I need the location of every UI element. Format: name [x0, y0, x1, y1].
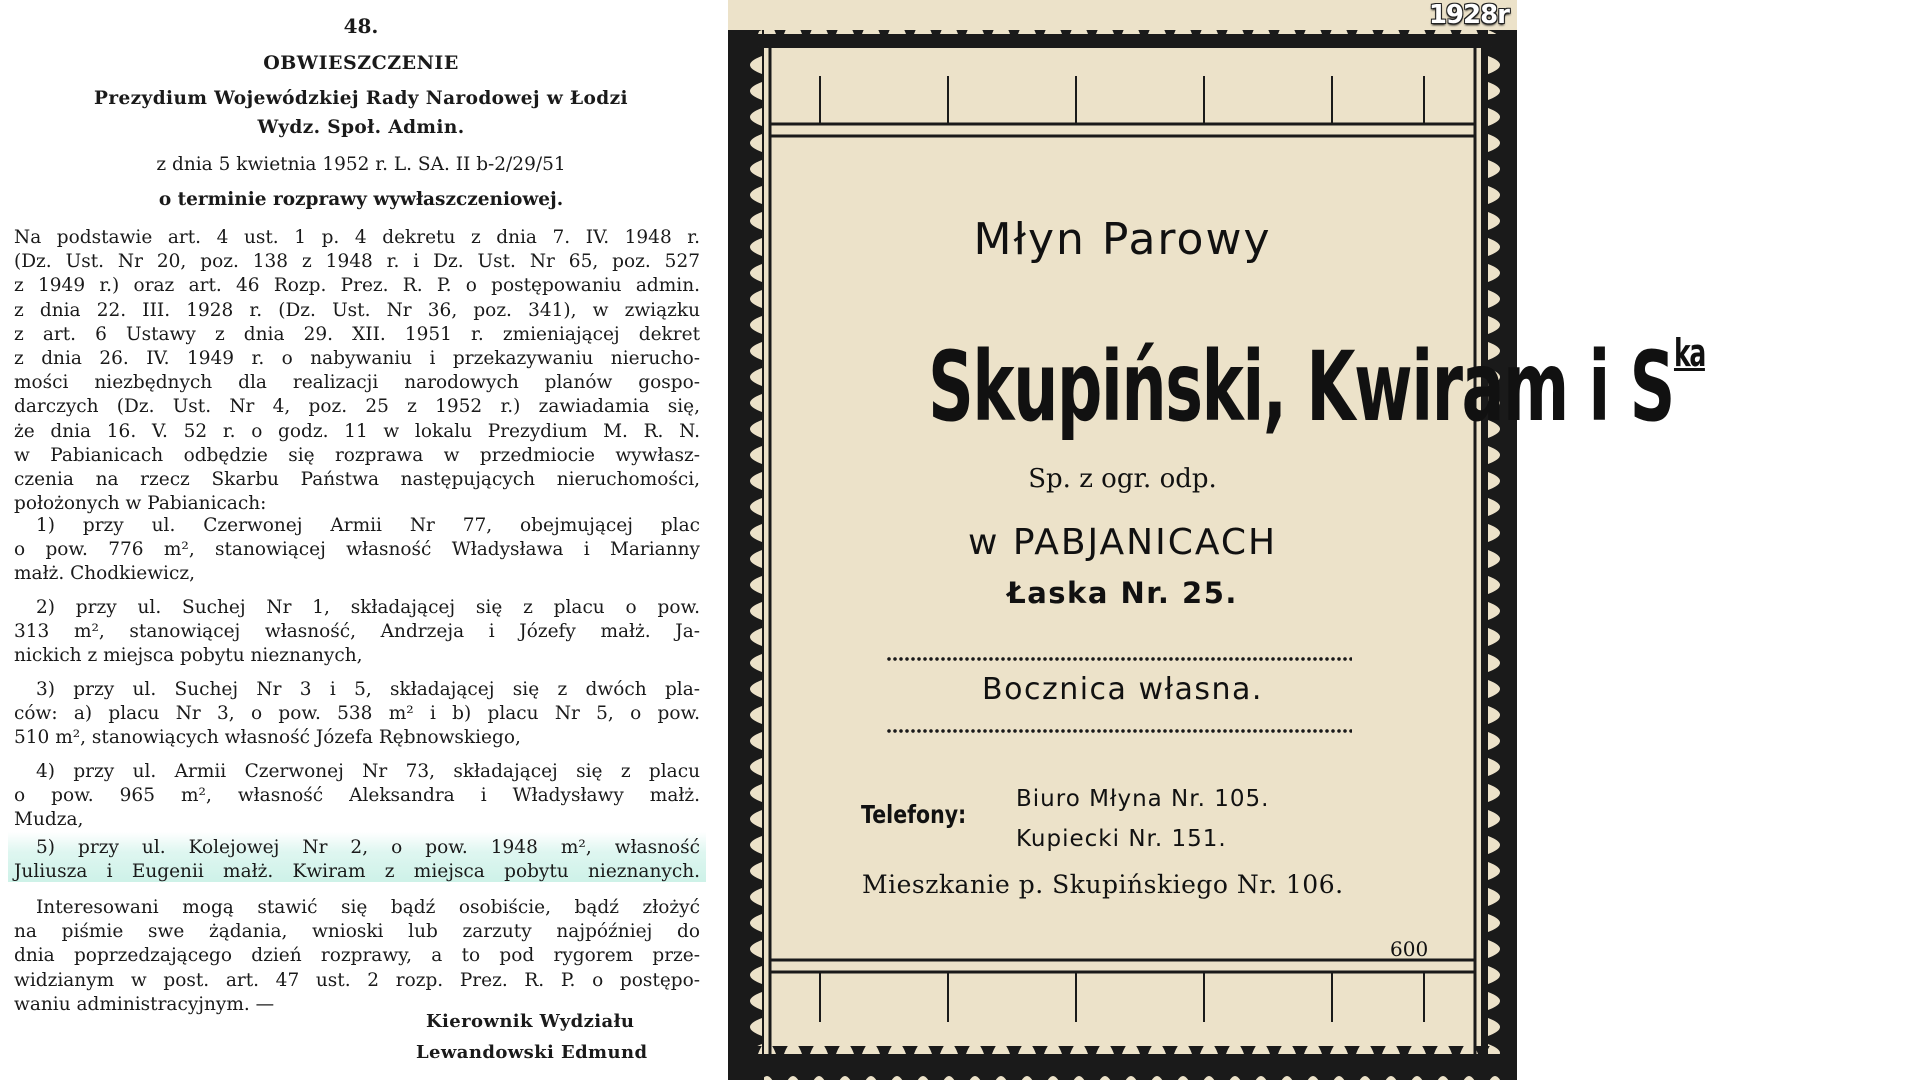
advert-mill-title: Młyn Parowy: [973, 214, 1272, 265]
company-suffix: ka: [1673, 331, 1705, 375]
text-line: Mudza,: [14, 809, 84, 831]
text-line: Na podstawie art. 4 ust. 1 p. 4 dekretu z dnia 7. IV. 1948 r.: [14, 227, 700, 248]
text-line: (Dz. Ust. Nr 20, poz. 138 z 1948 r. i Dz. Ust. Nr 65, poz. 527: [14, 251, 700, 273]
text-line: o pow. 776 m², stanowiącej własność Władysława i Marianny: [14, 539, 700, 561]
text-line: z dnia 22. III. 1928 r. (Dz. Ust. Nr 36, poz. 341), w związku: [14, 299, 700, 321]
text-line: czenia na rzecz Skarbu Państwa następujących nieruchomości,: [14, 469, 700, 491]
dotted-rule: [886, 728, 1352, 734]
text-line: 313 m², stanowiącej własność, Andrzeja i Józefy małż. Ja-: [14, 621, 700, 643]
notice-issuer-line1: Prezydium Wojewódzkiej Rady Narodowej w Łodzi: [94, 88, 628, 109]
advert-siding: Bocznica własna.: [982, 672, 1263, 707]
text-line: Juliusza i Eugenii małż. Kwiram z miejsca pobytu nieznanych.: [14, 861, 700, 883]
advert-city: w PABJANICACH: [967, 522, 1278, 563]
advertisement: [728, 0, 1705, 1080]
text-line: w Pabianicach odbędzie się rozprawa w przedmiocie wywłasz-: [14, 444, 700, 466]
notice-intro: [14, 226, 700, 516]
year-label: 1928r: [1428, 0, 1509, 30]
text-line: waniu administracyjnym. —: [14, 993, 275, 1015]
notice-heading: OBWIESZCZENIE: [263, 52, 459, 74]
text-line: położonych w Pabianicach:: [14, 493, 267, 515]
notice-number: 48.: [343, 14, 379, 38]
signature-title: Kierownik Wydziału: [426, 1011, 635, 1032]
notice-subject: o terminie rozprawy wywłaszczeniowej.: [158, 189, 564, 210]
text-line: widzianym w post. art. 47 ust. 2 rozp. Prez. R. P. o postępo-: [14, 969, 700, 991]
advert-address: Łaska Nr. 25.: [1007, 576, 1238, 610]
company-name: Skupiński, Kwiram i S: [928, 331, 1674, 443]
text-line: Interesowani mogą stawić się bądź osobiście, bądź złożyć: [36, 897, 700, 918]
notice-item-3: [14, 678, 700, 751]
text-line: z 1949 r.) oraz art. 46 Rozp. Prez. R. P. o postępowaniu admin.: [14, 275, 700, 297]
notice-item-4: [14, 760, 700, 833]
notice-item-2: [14, 596, 700, 669]
text-line: 2) przy ul. Suchej Nr 1, składającej się z placu o pow.: [36, 597, 700, 618]
text-line: nickich z miejsca pobytu nieznanych,: [14, 645, 363, 667]
notice-item-5: [14, 836, 700, 884]
advert-residence: Mieszkanie p. Skupińskiego Nr. 106.: [862, 870, 1344, 899]
advert-company: [728, 278, 1705, 448]
notice-item-1: [14, 514, 700, 587]
text-line: że dnia 16. V. 52 r. o godz. 11 w lokalu Prezydium M. R. N.: [14, 420, 700, 442]
dotted-rule: [886, 656, 1352, 662]
text-line: 4) przy ul. Armii Czerwonej Nr 73, składającej się z placu: [36, 761, 700, 782]
text-line: 1) przy ul. Czerwonej Armii Nr 77, obejmującej plac: [36, 515, 700, 536]
text-line: z dnia 26. IV. 1949 r. o nabywaniu i przekazywaniu nierucho-: [14, 348, 700, 370]
signature-name: Lewandowski Edmund: [416, 1042, 648, 1063]
text-line: mości niezbędnych dla realizacji narodowych planów gospo-: [14, 372, 700, 394]
text-line: 3) przy ul. Suchej Nr 3 i 5, składającej się z dwóch pla-: [36, 679, 700, 700]
page-number: 600: [1390, 937, 1429, 961]
text-line: darczych (Dz. Ust. Nr 4, poz. 25 z 1952 r.) zawiadamia się,: [14, 396, 700, 418]
advert-phone-commercial: Kupiecki Nr. 151.: [1016, 826, 1227, 852]
text-line: na piśmie swe żądania, wnioski lub zarzuty najpóźniej do: [14, 921, 700, 943]
notice-closing: [14, 896, 700, 1017]
text-line: małż. Chodkiewicz,: [14, 563, 195, 585]
text-line: 510 m², stanowiących własność Józefa Rębnowskiego,: [14, 727, 521, 749]
text-line: o pow. 965 m², własność Aleksandra i Władysławy małż.: [14, 785, 700, 807]
notice-issuer-line2: Wydz. Społ. Admin.: [257, 117, 465, 138]
text-line: ców: a) placu Nr 3, o pow. 538 m² i b) placu Nr 5, o pow.: [14, 703, 700, 725]
text-line: 5) przy ul. Kolejowej Nr 2, o pow. 1948 m², własność: [36, 837, 700, 858]
advert-legal-form: Sp. z ogr. odp.: [1028, 464, 1217, 494]
notice-date: z dnia 5 kwietnia 1952 r. L. SA. II b-2/29/51: [156, 154, 566, 175]
text-line: z art. 6 Ustawy z dnia 29. XII. 1951 r. zmieniającej dekret: [14, 323, 700, 345]
text-line: dnia poprzedzającego dzień rozprawy, a to pod rygorem prze-: [14, 945, 700, 967]
official-notice: [0, 0, 722, 1080]
advert-phone-office: Biuro Młyna Nr. 105.: [1016, 786, 1270, 812]
advert-phones-label: Telefony:: [861, 800, 967, 829]
